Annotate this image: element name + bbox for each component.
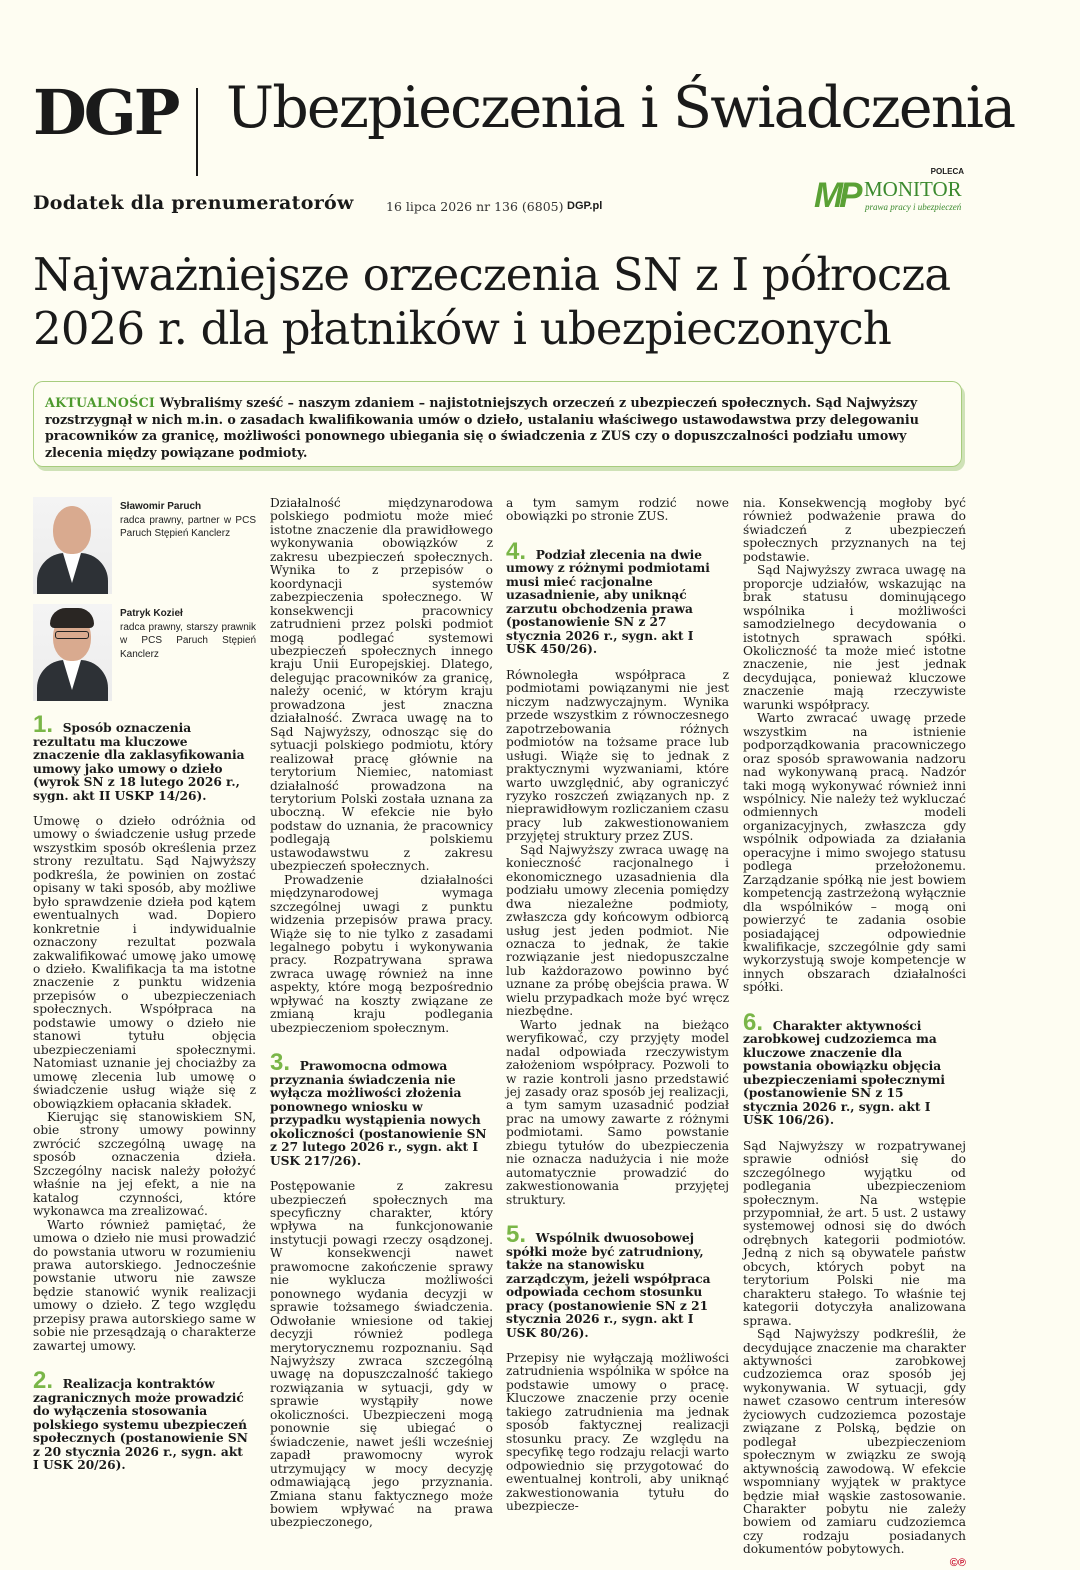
paragraph: Umowę o dzieło odróżnia od umowy o świadczenie usług przede wszystkim sposób określenia przez strony rezultatu. Sąd Najwyższy podkreśla, że powinien on zostać opisany w taki sposób, aby możliwe było sprawdzenie dzieła pod kątem ewentualnych wad. Dopiero konkretnie i indywidualnie oznaczony rezultat pozwala zakwalifikować umowę jako umowę o dzieło. Kwalifikacja ta ma istotne znaczenie z punktu widzenia przepisów o ubezpieczeniach społecznych. Współpraca na podstawie umowy o dzieło nie stanowi tytułu objęcia ubezpieczeniami społecznymi. Natomiast uznanie jej chociażby za umowę zlecenia lub umowę o świadczenie usług wiąże się z obowiązkiem opłacania składek. xyxy=(33,814,256,1111)
paragraph: Sąd Najwyższy podkreślił, że decydujące znaczenie ma charakter aktywności zarobkowej cudzoziemca oraz sposób jej wykonywania. W sytuacji, gdy nawet czasowo centrum interesów życiowych cudzoziemca pozostaje związane z Polską, będzie on podlegał ubezpieczeniom społecznym w związku ze swoją aktywnością zawodową. W efekcie wspomniany wyjątek w praktyce będzie miał wąskie zastosowanie. Charakter pobytu nie zależy bowiem od zamiaru cudzoziemca czy rodzaju posiadanych dokumentów pobytowych. xyxy=(743,1327,966,1557)
article-column-2 xyxy=(270,497,493,1530)
site-link[interactable]: DGP.pl xyxy=(567,200,603,212)
paragraph: Działalność międzynarodowa polskiego podmiotu może mieć istotne znaczenie dla prawidłowego wykonywania obowiązków z zakresu ubezpieczeń społecznych. Wynika to z przepisów o koordynacji systemów zabezpieczenia społecznego. W konsekwencji pracownicy zatrudnieni przez polski podmiot mogą podlegać systemowi ubezpieczeń społecznych innego kraju Unii Europejskiej. Dlatego, delegując pracowników za granicę, należy ocenić, w którym kraju prowadzona jest znaczna działalność. Zwraca uwagę na to Sąd Najwyższy, odnosząc się do sytuacji polskiego podmiotu, który realizował pracę głównie na terytorium Niemiec, natomiast działalność prowadzona na terytorium Polski została uznana za uboczną. W efekcie nie było podstaw do uznania, że pracownicy podlegają polskiemu ustawodawstwu z zakresu ubezpieczeń społecznych. xyxy=(270,496,493,874)
lead-text: Wybraliśmy sześć – naszym zdaniem – najistotniejszych orzeczeń z ubezpieczeń społecznych. Sąd Najwyższy rozstrzygnął w nich m.in. o zasadach kwalifikowania umów o dzieło, ustalaniu właściwego ustawodawstwa przy delegowaniu pracowników za granicę, możliwości ponownego ubiegania się o świadczenia z ZUS czy o dopuszczalności podziału umowy zlecenia między powiązane podmioty. xyxy=(45,395,919,460)
paragraph: Sąd Najwyższy zwraca uwagę na konieczność racjonalnego i ekonomicznego uzasadnienia dla podziału umowy zlecenia pomiędzy dwa niezależne podmioty, zwłaszcza gdy końcowym odbiorcą usług jest jeden podmiot. Nie oznacza to jednak, że takie rozwiązanie jest niedopuszczalne lub każdorazowo powinno być uznane za próbę obejścia prawa. W wielu przypadkach może być wręcz niezbędne. xyxy=(506,842,729,1019)
lead-box xyxy=(33,381,962,467)
paragraph: Kierując się stanowiskiem SN, obie strony umowy powinny zwrócić szczególną uwagę na sposób oznaczenia dzieła. Szczególny nacisk należy położyć właśnie na jej efekt, a nie na katalog czynności, które wykonawca ma zrealizować. xyxy=(33,1109,256,1219)
paragraph: a tym samym rodzić nowe obowiązki po stronie ZUS. xyxy=(506,496,729,524)
article-headline: Najważniejsze orzeczenia SN z I półrocza 2026 r. dla płatników i ubezpieczonych xyxy=(33,248,951,355)
section-heading-3: 3. Prawomocna odmowa przyznania świadczenia nie wyłącza możliwości złożenia ponownego wniosku w przypadku wystąpienia nowych okoliczności (postanowienie SN z 27 lutego 2026 r., sygn. akt I USK 217/26). xyxy=(270,1049,487,1168)
section-heading-4: 4. Podział zlecenia na dwie umowy z różnymi podmiotami musi mieć racjonalne uzasadnienie, aby uniknąć zarzutu obchodzenia prawa (postanowienie SN z 27 stycznia 2026 r., sygn. akt I USK 450/26). xyxy=(506,537,710,657)
section-heading-6: 6. Charakter aktywności zarobkowej cudzoziemca ma kluczowe znaczenie dla powstania obowiązku objęcia ubezpieczeniami społecznymi (postanowienie SN z 15 stycznia 2026 r., sygn. akt I USK 106/26). xyxy=(743,1008,945,1128)
author-card xyxy=(33,604,256,701)
supplement-subtitle: Dodatek dla prenumeratorów xyxy=(33,192,354,214)
author-name: Patryk Kozieł xyxy=(120,608,183,619)
paragraph: Prowadzenie działalności międzynarodowej wymaga szczególnej uwagi z punktu widzenia przepisów prawa pracy. Wiąże się to nie tylko z zasadami legalnego pobytu i wykonywania pracy. Rozpatrywana sprawa zwraca uwagę również na inne aspekty, które mogą bezpośrednio wpływać na koszty związane ze zmianą kraju podlegania ubezpieczeniom społecznym. xyxy=(270,872,493,1035)
paragraph: Sąd Najwyższy zwraca uwagę na proporcje udziałów, wskazując na brak statusu dominującego wspólnika i możliwości samodzielnego decydowania o istotnych sprawach spółki. Okoliczność ta może mieć istotne znaczenie, nie jest jednak decydująca, ponieważ kluczowe znaczenie mają rzeczywiste warunki współpracy. xyxy=(743,563,966,712)
paragraph: Sąd Najwyższy w rozpatrywanej sprawie odniósł się do szczególnego wyjątku od podlegania ubezpieczeniom społecznym. Na wstępie przypomniał, że art. 5 ust. 2 ustawy systemowej odnosi się do dwóch odrębnych kategorii podmiotów. Jedną z nich są obywatele państw obcych, których pobyt na terytorium Polski nie ma charakteru stałego. To właśnie tej kategorii dotyczyła analizowana sprawa. xyxy=(743,1138,966,1328)
recommends-label: POLECA xyxy=(930,167,964,176)
section-heading-5: 5. Wspólnik dwuosobowej spółki może być zatrudniony, także na stanowisku zarządczym, jeżeli współpraca odpowiada cechom stosunku pracy (postanowienie SN z 21 stycznia 2026 r., sygn. akt I USK 80/26). xyxy=(506,1221,711,1340)
author-card xyxy=(33,497,256,594)
paragraph: Przepisy nie wyłączają możliwości zatrudnienia wspólnika w spółce na podstawie umowy o pracę. Kluczowe znaczenie przy ocenie takiego zatrudnienia ma jednak sposób faktycznej realizacji stosunku pracy. Ze względu na specyfikę tego rodzaju relacji warto odpowiednio się przygotować do ewentualnej kontroli, aby uniknąć zakwestionowania tytułu do ubezpiecze- xyxy=(506,1351,729,1514)
author-role: radca prawny, partner w PCS Paruch Stępień Kanclerz xyxy=(120,514,256,539)
article-column-4 xyxy=(743,497,966,1570)
author-photo xyxy=(33,604,112,701)
paragraph: Postępowanie z zakresu ubezpieczeń społecznych ma specyficzny charakter, który wpływa na funkcjonowanie instytucji powagi rzeczy osądzonej. W konsekwencji nawet prawomocne zakończenie sprawy nie wyklucza możliwości ponownego wydania decyzji w sprawie tożsamego świadczenia. Odwołanie wniesione od takiej decyzji również podlega merytorycznemu rozpoznaniu. Sąd Najwyższy zwraca szczególną uwagę na dopuszczalność takiego rozwiązania w sytuacji, gdy w sprawie wystąpiły nowe okoliczności. Ubezpieczeni mogą ponownie się ubiegać o świadczenie, nawet jeśli wcześniej zapadł prawomocny wyrok utrzymujący w mocy decyzję odmawiającą jego przyznania. Zmiana stanu faktycznego może bowiem wpływać na prawa ubezpieczonego, xyxy=(270,1179,493,1530)
section-heading-2: 2. Realizacja kontraktów zagranicznych może prowadzić do wyłączenia stosowania polskiego systemu ubezpieczeń społecznych (postanowienie SN z 20 stycznia 2026 r., sygn. akt I USK 20/26). xyxy=(33,1367,248,1473)
section-title: Ubezpieczenia i Świadczenia xyxy=(226,75,1015,141)
mp-logo-mark: MP xyxy=(814,176,859,215)
paragraph: Warto zwracać uwagę przede wszystkim na istnienie podporządkowania pracowniczego oraz sposób sprawowania nadzoru nad wykonywaną pracą. Nadzór taki mogą wykonywać również inni wspólnicy. Nie należy też wykluczać odmiennych modeli organizacyjnych, zwłaszcza gdy wspólnik odpowiada za działania operacyjne i mimo swojego statusu podlega przełożonemu. Zarządzanie spółką nie jest bowiem kompetencją zastrzeżoną wyłącznie dla wspólników – mogą oni powierzyć te zadania osobie posiadającej odpowiednie kwalifikacje, szczególnie gdy sami wykorzystują swoje kompetencje w innych obszarach działalności spółki. xyxy=(743,711,966,995)
issue-date: 16 lipca 2026 nr 136 (6805) xyxy=(386,199,564,214)
author-name: Sławomir Paruch xyxy=(120,501,202,512)
author-role: radca prawny, starszy prawnik w PCS Paruch Stępień Kanclerz xyxy=(120,621,256,660)
paragraph: nia. Konsekwencją mogłoby być również podważenie prawa do świadczeń z ubezpieczeń społecznych przyznanych na tej podstawie. xyxy=(743,496,966,564)
monitor-partner-logo xyxy=(814,178,964,214)
section-heading-1: 1. Sposób oznaczenia rezultatu ma kluczowe znaczenie dla zaklasyfikowania umowy jako umowy o dzieło (wyrok SN z 18 lutego 2026 r., sygn. akt II USKP 14/26). xyxy=(33,711,245,803)
mp-logo-name: MONITOR xyxy=(864,177,962,201)
article-column-1 xyxy=(33,497,256,1485)
author-photo xyxy=(33,497,112,594)
paragraph: Warto jednak na bieżąco weryfikować, czy przyjęty model nadal odpowiada rzeczywistym założeniom współpracy. Pozwoli to w razie kontroli jasno przedstawić jej zasady oraz sposób jej realizacji, a tym samym uzasadnić podział prac na umowy zawarte z różnymi podmiotami. Samo powstanie zbiegu tytułów do ubezpieczenia nie oznacza nadużycia i nie może automatycznie prowadzić do zakwestionowania przyjętej struktury. xyxy=(506,1017,729,1207)
mp-logo-tagline: prawa pracy i ubezpieczeń xyxy=(865,202,962,212)
end-of-article-mark: ©℗ xyxy=(949,1556,966,1569)
brand-logo: DGP xyxy=(33,76,178,149)
masthead-divider xyxy=(196,88,198,176)
lead-kicker: AKTUALNOŚCI xyxy=(45,395,160,410)
paragraph: Warto również pamiętać, że umowa o dzieło nie musi prowadzić do powstania utworu w rozumieniu prawa autorskiego. Jednocześnie powstanie utworu nie zawsze będzie stanowić wynik realizacji umowy o dzieło. Z tego względu przepisy prawa autorskiego same w sobie nie przesądzają o charakterze zawartej umowy. xyxy=(33,1217,256,1353)
paragraph: Równoległa współpraca z podmiotami powiązanymi nie jest niczym nadzwyczajnym. Wynika przede wszystkim z równoczesnego zapotrzebowania różnych podmiotów na tożsame prace lub usługi. Wiąże się to jednak z praktycznymi wyzwaniami, które warto uwzględnić, aby ograniczyć ryzyko roszczeń związanych np. z nieprawidłowym rozliczaniem czasu pracy lub zakwestionowaniem przyjętej struktury przez ZUS. xyxy=(506,667,729,844)
article-column-3 xyxy=(506,497,729,1513)
